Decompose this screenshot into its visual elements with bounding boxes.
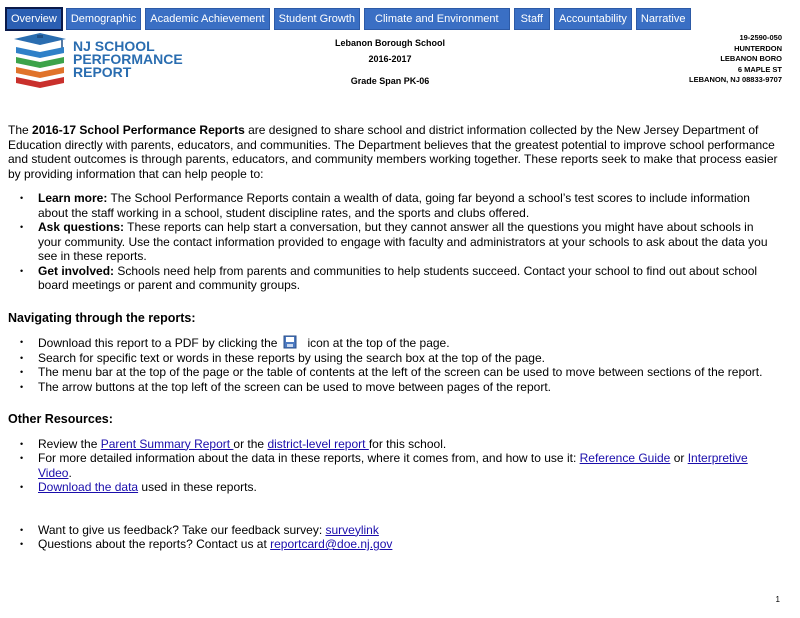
reference-guide-link[interactable]: Reference Guide xyxy=(579,451,671,465)
pdf-text-post: icon at the top of the page. xyxy=(307,336,450,350)
school-year: 2016-2017 xyxy=(368,54,412,64)
overview-content xyxy=(8,123,778,552)
list-item xyxy=(8,523,778,538)
school-address-block xyxy=(689,33,782,86)
nj-school-performance-report-logo xyxy=(10,33,190,88)
resources-list xyxy=(8,437,778,495)
tab-climate-and-environment[interactable]: Climate and Environment xyxy=(364,8,510,30)
list-item xyxy=(8,537,778,552)
list-item xyxy=(8,220,778,264)
list-item xyxy=(8,335,778,351)
list-item xyxy=(8,451,778,480)
list-item xyxy=(8,480,778,495)
list-item xyxy=(8,264,778,293)
navigating-title: Navigating through the reports: xyxy=(8,310,196,325)
page-number: 1 xyxy=(775,595,780,604)
questions-pre: Questions about the reports? Contact us at xyxy=(38,537,271,551)
grade-span: Grade Span PK-06 xyxy=(350,76,430,86)
district-report-link[interactable]: district-level report xyxy=(267,436,369,451)
logo-line-1: NJ SCHOOL xyxy=(73,38,155,54)
tab-academic-achievement[interactable]: Academic Achievement xyxy=(145,8,269,30)
review-post: for this school. xyxy=(368,436,447,451)
pdf-download-icon xyxy=(283,335,297,349)
review-mid: or the xyxy=(233,436,268,451)
feedback-list xyxy=(8,523,778,552)
bullet-text: These reports can help start a conversation, but they cannot answer all the questions you might have about schools in your community. Use the contact information provided to engage with faculty and administrators at your schools to ask about the data you see in these reports. xyxy=(38,220,768,263)
pdf-text-pre: Download this report to a PDF by clicking the xyxy=(38,336,278,350)
school-name: Lebanon Borough School xyxy=(335,38,445,48)
review-pre: Review the xyxy=(38,436,101,451)
tab-accountability[interactable]: Accountability xyxy=(554,8,632,30)
contact-email-link[interactable]: reportcard@doe.nj.gov xyxy=(270,537,393,551)
intro-pre: The xyxy=(8,123,33,137)
tab-demographic[interactable]: Demographic xyxy=(66,8,141,30)
list-item: • The menu bar at the top of the page or the table of contents at the left of the screen can be used to move between sections of the report. xyxy=(8,365,778,380)
resources-title: Other Resources: xyxy=(8,412,113,426)
purpose-list xyxy=(8,191,778,293)
tab-narrative[interactable]: Narrative xyxy=(636,8,691,30)
school-code: 19-2590-050 xyxy=(739,33,782,42)
intro-bold: 2016-17 School Performance Reports xyxy=(32,123,245,137)
intro-post: are designed to share school and district information collected by the New Jersey Department of Education directly with parents, educators, and communities. The Department believes that the greatest potential to improve school performance and student outcomes is through parents, educators, and community members working together. These reports seek to make that process easier by providing information that can help people to: xyxy=(8,123,778,181)
parent-summary-link[interactable]: Parent Summary Report xyxy=(100,436,234,451)
feedback-pre: Want to give us feedback? Take our feedback survey: xyxy=(38,522,326,537)
detail-pre: For more detailed information about the data in these reports, where it comes from, and how to use it: xyxy=(38,451,580,465)
list-item: • The arrow buttons at the top left of the screen can be used to move between pages of the report. xyxy=(8,380,778,395)
list-item: • Search for specific text or words in these reports by using the search box at the top of the page. xyxy=(8,351,778,366)
detail-post: . xyxy=(68,465,72,480)
intro-paragraph xyxy=(8,123,778,181)
school-district: LEBANON BORO xyxy=(720,54,782,63)
school-street: 6 MAPLE ST xyxy=(737,64,782,74)
school-county: HUNTERDON xyxy=(734,43,782,53)
bullet-label: Get involved: xyxy=(38,263,115,278)
school-header xyxy=(300,38,480,92)
list-item xyxy=(8,191,778,220)
tab-staff[interactable]: Staff xyxy=(514,8,550,30)
download-post: used in these reports. xyxy=(138,480,257,494)
bullet-text: Schools need help from parents and communities to help students succeed. Contact your school to find out about school board meetings or parent and community groups. xyxy=(38,263,758,292)
list-item xyxy=(8,437,778,452)
download-data-link[interactable]: Download the data xyxy=(38,480,139,494)
navigating-list xyxy=(8,335,778,394)
bullet-label: Ask questions: xyxy=(38,220,125,234)
tab-student-growth[interactable]: Student Growth xyxy=(274,8,360,30)
school-city: LEBANON, NJ 08833-9707 xyxy=(689,75,782,84)
logo-line-2: PERFORMANCE xyxy=(73,51,183,67)
nav-tabs xyxy=(6,8,691,30)
logo-line-3: REPORT xyxy=(73,64,132,80)
bullet-text: The School Performance Reports contain a wealth of data, going far beyond a school’s test scores to include information about the staff working in a school, student discipline rates, and the sports and clubs offered. xyxy=(38,191,750,220)
interpretive-video-link[interactable]: Interpretive Video xyxy=(38,451,748,480)
survey-link[interactable]: surveylink xyxy=(325,522,379,537)
bullet-label: Learn more: xyxy=(38,191,108,205)
detail-mid: or xyxy=(670,451,688,465)
tab-overview[interactable]: Overview xyxy=(6,8,62,30)
